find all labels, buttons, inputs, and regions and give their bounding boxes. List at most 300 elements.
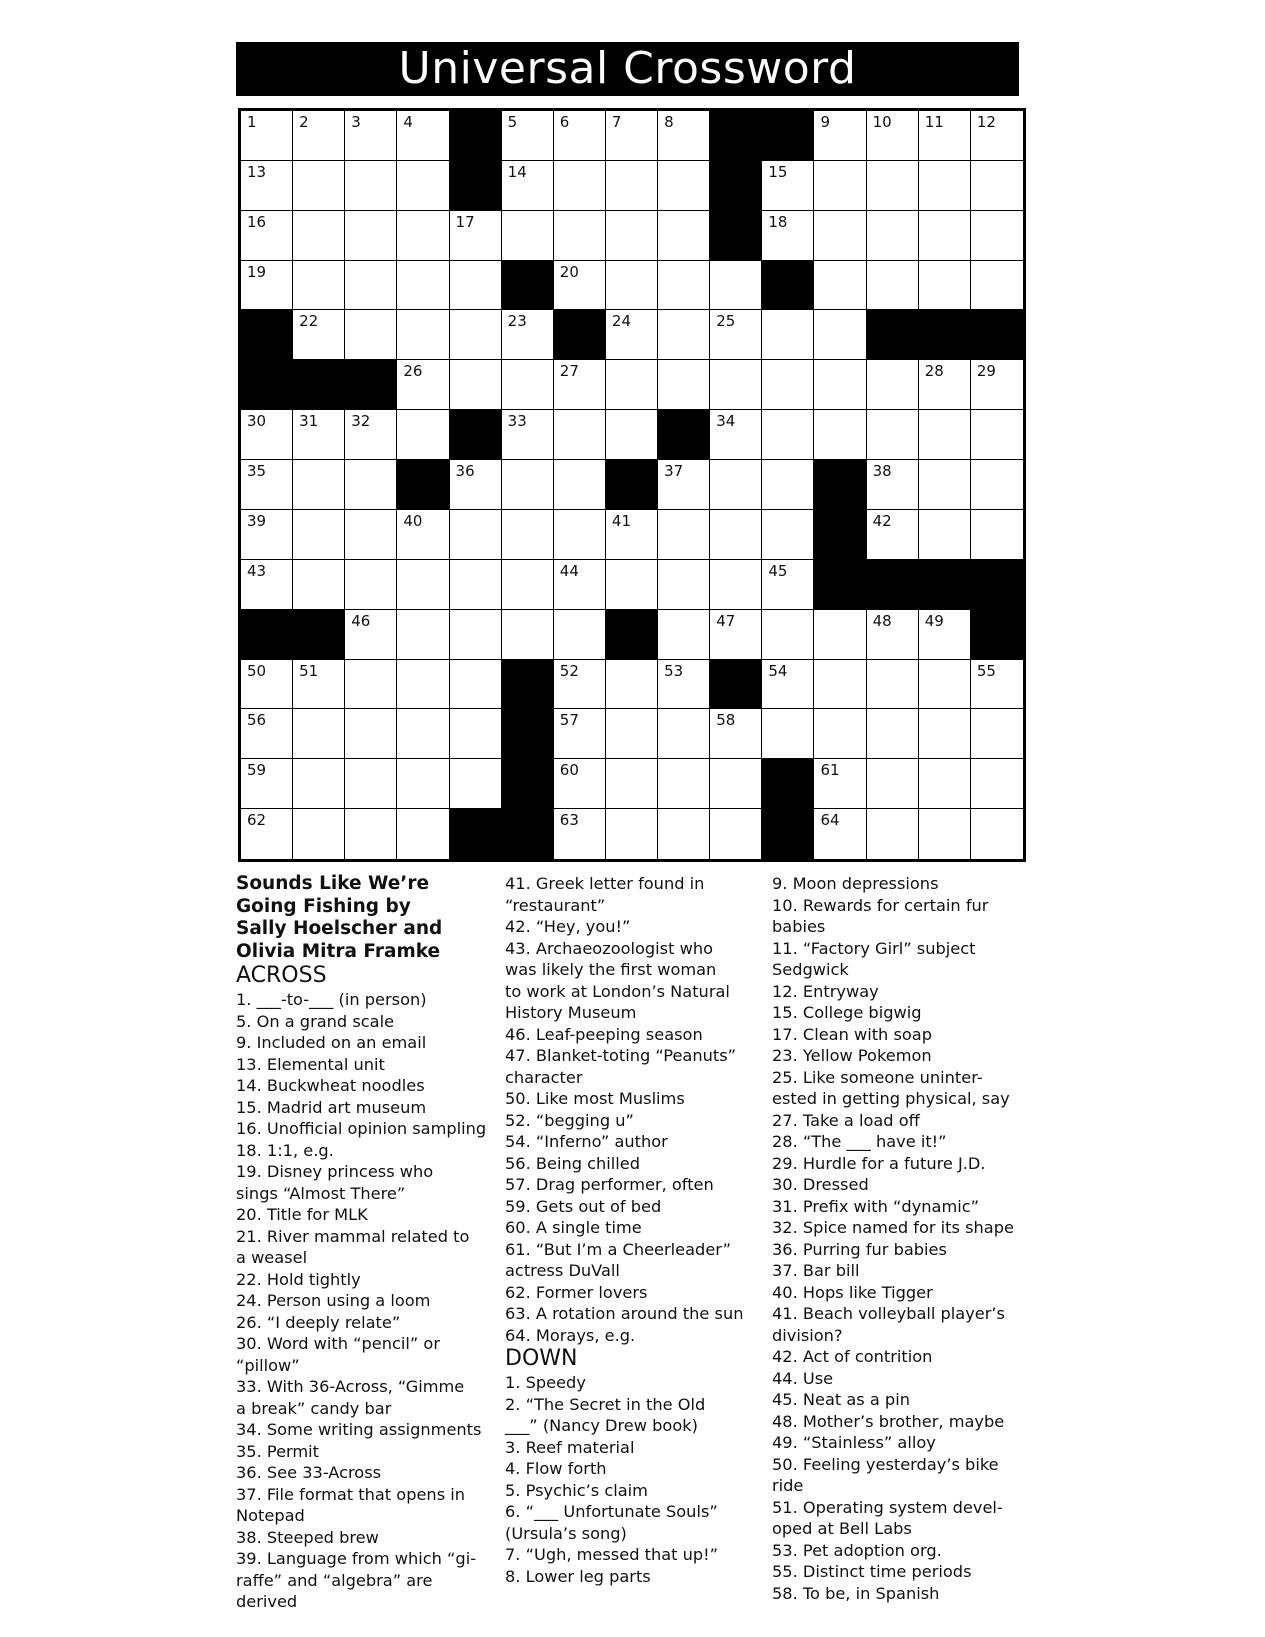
grid-cell[interactable] <box>554 161 606 211</box>
clue-number: 35 <box>247 462 267 481</box>
grid-cell[interactable] <box>919 111 971 161</box>
clue-line: 26. “I deeply relate” <box>236 1312 401 1332</box>
grid-cell[interactable] <box>345 709 397 759</box>
puzzle-title: Sounds Like We’re <box>236 873 429 894</box>
clue-number: 13 <box>247 162 267 181</box>
grid-cell[interactable] <box>450 211 502 261</box>
grid-cell[interactable] <box>814 310 866 360</box>
grid-cell[interactable] <box>241 809 293 859</box>
clue-number: 38 <box>872 462 892 481</box>
grid-cell[interactable] <box>345 261 397 311</box>
grid-cell[interactable] <box>293 560 345 610</box>
grid-cell[interactable] <box>971 660 1023 710</box>
grid-cell[interactable] <box>450 460 502 510</box>
grid-cell[interactable] <box>397 211 449 261</box>
clue-number: 33 <box>507 412 527 431</box>
grid-cell[interactable] <box>867 211 919 261</box>
clue-number: 41 <box>611 511 632 530</box>
grid-cell[interactable] <box>814 211 866 261</box>
block-cell <box>397 460 449 510</box>
grid-cell[interactable] <box>345 610 397 660</box>
grid-cell[interactable] <box>919 660 971 710</box>
grid-cell[interactable] <box>710 360 762 410</box>
clue-line: 30. Word with “pencil” or <box>236 1334 440 1353</box>
grid-cell[interactable] <box>710 410 762 460</box>
grid-cell[interactable] <box>397 709 449 759</box>
clue-line: 64. Morays, e.g. <box>505 1325 636 1345</box>
grid-cell[interactable] <box>450 360 502 410</box>
clue-number: 28 <box>924 362 944 381</box>
grid-cell[interactable] <box>971 709 1023 759</box>
grid-cell[interactable] <box>502 360 554 410</box>
grid-cell[interactable] <box>502 510 554 560</box>
grid-cell[interactable] <box>710 510 762 560</box>
clue-line: sings “Almost There” <box>236 1183 406 1203</box>
grid-cell[interactable] <box>554 610 606 660</box>
grid-cell[interactable] <box>762 410 814 460</box>
grid-cell[interactable] <box>814 809 866 859</box>
grid-cell[interactable] <box>241 460 293 510</box>
clue-number: 47 <box>716 611 736 630</box>
clue-number: 24 <box>611 312 632 331</box>
clue-number: 1 <box>247 113 257 131</box>
grid-cell[interactable] <box>867 460 919 510</box>
grid-cell[interactable] <box>971 809 1023 859</box>
grid-cell[interactable] <box>867 759 919 809</box>
grid-cell[interactable] <box>762 310 814 360</box>
grid-cell[interactable] <box>867 111 919 161</box>
grid-cell[interactable] <box>814 261 866 311</box>
clue-line: 49. “Stainless” alloy <box>772 1433 936 1452</box>
clue-number: 6 <box>559 113 570 131</box>
block-cell <box>241 360 293 410</box>
clue-line: 12. Entryway <box>772 981 879 1001</box>
grid-cell[interactable] <box>397 161 449 211</box>
clue-line: 2. “The Secret in the Old <box>505 1394 706 1414</box>
block-cell <box>867 310 919 360</box>
grid-cell[interactable] <box>502 560 554 610</box>
clue-number: 12 <box>976 113 996 131</box>
grid-cell[interactable] <box>919 161 971 211</box>
clue-line: 63. A rotation around the sun <box>505 1304 744 1323</box>
grid-cell[interactable] <box>397 310 449 360</box>
grid-cell[interactable] <box>502 111 554 161</box>
grid-cell[interactable] <box>814 111 866 161</box>
clue-line: was likely the first woman <box>505 960 717 979</box>
grid-cell[interactable] <box>710 261 762 311</box>
block-cell <box>450 111 502 161</box>
grid-cell[interactable] <box>867 360 919 410</box>
grid-cell[interactable] <box>658 610 710 660</box>
clue-number: 11 <box>924 113 944 131</box>
grid-cell[interactable] <box>345 560 397 610</box>
grid-cell[interactable] <box>867 510 919 560</box>
clue-line: 25. Like someone uninter- <box>772 1067 983 1087</box>
grid-cell[interactable] <box>710 460 762 510</box>
grid-cell[interactable] <box>502 161 554 211</box>
grid-cell[interactable] <box>658 660 710 710</box>
clue-line: babies <box>772 917 826 936</box>
grid-cell[interactable] <box>919 809 971 859</box>
clue-number: 25 <box>716 312 736 331</box>
grid-cell[interactable] <box>293 111 345 161</box>
clue-line: 51. Operating system devel- <box>772 1497 1003 1517</box>
block-cell <box>450 809 502 859</box>
grid-cell[interactable] <box>762 709 814 759</box>
clue-line: 18. 1:1, e.g. <box>236 1140 334 1160</box>
clue-line: 34. Some writing assignments <box>236 1420 482 1439</box>
grid-cell[interactable] <box>397 809 449 859</box>
clue-line: division? <box>772 1325 843 1345</box>
grid-cell[interactable] <box>345 759 397 809</box>
grid-cell[interactable] <box>919 410 971 460</box>
grid-cell[interactable] <box>867 610 919 660</box>
clue-line: 15. Madrid art museum <box>236 1097 427 1117</box>
grid-cell[interactable] <box>450 261 502 311</box>
grid-cell[interactable] <box>241 709 293 759</box>
grid-cell[interactable] <box>502 310 554 360</box>
grid-cell[interactable] <box>345 161 397 211</box>
grid-cell[interactable] <box>814 709 866 759</box>
clue-line: 61. “But I’m a Cheerleader” <box>505 1239 732 1259</box>
grid-cell[interactable] <box>345 660 397 710</box>
clue-line: 59. Gets out of bed <box>505 1196 662 1216</box>
clue-line: 3. Reef material <box>505 1437 635 1457</box>
grid-cell[interactable] <box>971 161 1023 211</box>
grid-cell[interactable] <box>867 660 919 710</box>
clue-number: 3 <box>351 113 361 131</box>
clue-number: 50 <box>247 661 267 680</box>
grid-cell[interactable] <box>971 261 1023 311</box>
grid-cell[interactable] <box>345 460 397 510</box>
grid-cell[interactable] <box>293 660 345 710</box>
grid-cell[interactable] <box>606 759 658 809</box>
grid-cell[interactable] <box>554 211 606 261</box>
grid-cell[interactable] <box>710 560 762 610</box>
grid-cell[interactable] <box>241 211 293 261</box>
clue-number: 16 <box>247 212 267 231</box>
grid-cell[interactable] <box>293 809 345 859</box>
grid-cell[interactable] <box>658 759 710 809</box>
grid-cell[interactable] <box>867 809 919 859</box>
clue-number: 39 <box>247 511 267 530</box>
grid-cell[interactable] <box>606 261 658 311</box>
grid-cell[interactable] <box>450 759 502 809</box>
clue-number: 64 <box>820 811 840 830</box>
clue-number: 32 <box>351 412 371 431</box>
block-cell <box>710 660 762 710</box>
grid-cell[interactable] <box>397 510 449 560</box>
grid-cell[interactable] <box>397 759 449 809</box>
block-cell <box>867 560 919 610</box>
clue-line: 7. “Ugh, messed that up!” <box>505 1545 719 1564</box>
clue-line: 52. “begging u” <box>505 1110 634 1130</box>
grid-cell[interactable] <box>397 660 449 710</box>
grid-cell[interactable] <box>971 460 1023 510</box>
block-cell <box>293 360 345 410</box>
crossword-grid <box>238 108 1026 862</box>
grid-cell[interactable] <box>241 111 293 161</box>
grid-cell[interactable] <box>762 610 814 660</box>
clue-line: 16. Unofficial opinion sampling <box>236 1119 487 1138</box>
grid-cell[interactable] <box>293 261 345 311</box>
grid-cell[interactable] <box>814 161 866 211</box>
grid-cell[interactable] <box>554 410 606 460</box>
clue-line: 24. Person using a loom <box>236 1291 431 1310</box>
grid-cell[interactable] <box>762 211 814 261</box>
grid-cell[interactable] <box>606 660 658 710</box>
grid-cell[interactable] <box>397 111 449 161</box>
grid-cell[interactable] <box>710 709 762 759</box>
grid-cell[interactable] <box>710 809 762 859</box>
clue-number: 19 <box>247 262 267 281</box>
grid-cell[interactable] <box>554 709 606 759</box>
clue-number: 55 <box>976 661 996 680</box>
grid-cell[interactable] <box>293 310 345 360</box>
grid-cell[interactable] <box>502 410 554 460</box>
grid-cell[interactable] <box>241 660 293 710</box>
clue-line: 35. Permit <box>236 1441 320 1461</box>
clue-line: 36. See 33-Across <box>236 1463 382 1482</box>
grid-cell[interactable] <box>241 410 293 460</box>
clue-number: 48 <box>872 611 892 630</box>
grid-cell[interactable] <box>710 610 762 660</box>
clue-line: 15. College bigwig <box>772 1003 922 1022</box>
clue-line: 17. Clean with soap <box>772 1024 932 1044</box>
clue-number: 46 <box>351 611 371 630</box>
clue-line: 4. Flow forth <box>505 1459 607 1478</box>
clue-column-3 <box>772 873 1032 1604</box>
grid-cell[interactable] <box>658 161 710 211</box>
grid-cell[interactable] <box>606 410 658 460</box>
grid-cell[interactable] <box>606 211 658 261</box>
grid-cell[interactable] <box>554 360 606 410</box>
grid-cell[interactable] <box>554 660 606 710</box>
grid-cell[interactable] <box>241 759 293 809</box>
grid-cell[interactable] <box>345 211 397 261</box>
grid-cell[interactable] <box>293 410 345 460</box>
grid-cell[interactable] <box>397 560 449 610</box>
grid-cell[interactable] <box>919 360 971 410</box>
block-cell <box>658 410 710 460</box>
grid-cell[interactable] <box>554 111 606 161</box>
grid-cell[interactable] <box>345 510 397 560</box>
grid-cell[interactable] <box>658 111 710 161</box>
grid-cell[interactable] <box>293 510 345 560</box>
grid-cell[interactable] <box>971 360 1023 410</box>
grid-cell[interactable] <box>345 410 397 460</box>
grid-cell[interactable] <box>658 560 710 610</box>
clue-line: 8. Lower leg parts <box>505 1566 651 1586</box>
clue-number: 45 <box>768 561 788 580</box>
block-cell <box>502 261 554 311</box>
grid-cell[interactable] <box>762 560 814 610</box>
clue-line: 46. Leaf-peeping season <box>505 1024 703 1044</box>
block-cell <box>919 310 971 360</box>
grid-cell[interactable] <box>606 560 658 610</box>
clue-line: 45. Neat as a pin <box>772 1390 910 1409</box>
grid-cell[interactable] <box>293 759 345 809</box>
grid-cell[interactable] <box>919 510 971 560</box>
grid-cell[interactable] <box>606 709 658 759</box>
clue-line: 39. Language from which “gi- <box>236 1549 477 1568</box>
grid-cell[interactable] <box>606 360 658 410</box>
clue-line: 41. Greek letter found in <box>505 874 705 893</box>
grid-cell[interactable] <box>762 510 814 560</box>
block-cell <box>450 410 502 460</box>
grid-cell[interactable] <box>919 709 971 759</box>
grid-cell[interactable] <box>293 709 345 759</box>
clue-number: 2 <box>299 113 309 131</box>
grid-cell[interactable] <box>450 560 502 610</box>
clue-line: 5. On a grand scale <box>236 1011 395 1031</box>
grid-cell[interactable] <box>919 759 971 809</box>
clue-line: a weasel <box>236 1248 308 1267</box>
grid-cell[interactable] <box>606 310 658 360</box>
grid-cell[interactable] <box>658 809 710 859</box>
clue-number: 15 <box>768 162 788 181</box>
clue-line: (Ursula’s song) <box>505 1523 627 1543</box>
grid-cell[interactable] <box>554 809 606 859</box>
clue-line: 62. Former lovers <box>505 1282 648 1302</box>
block-cell <box>241 310 293 360</box>
grid-cell[interactable] <box>658 310 710 360</box>
clue-line: 48. Mother’s brother, maybe <box>772 1411 1005 1431</box>
clue-line: 40. Hops like Tigger <box>772 1282 933 1302</box>
grid-cell[interactable] <box>971 510 1023 560</box>
clue-line: 1. ___-to-___ (in person) <box>236 990 427 1009</box>
grid-cell[interactable] <box>450 709 502 759</box>
clue-line: 42. “Hey, you!” <box>505 917 631 936</box>
clue-line: actress DuVall <box>505 1261 620 1280</box>
grid-cell[interactable] <box>658 510 710 560</box>
block-cell <box>293 610 345 660</box>
grid-cell[interactable] <box>814 660 866 710</box>
grid-cell[interactable] <box>345 809 397 859</box>
grid-cell[interactable] <box>554 510 606 560</box>
grid-cell[interactable] <box>345 310 397 360</box>
grid-cell[interactable] <box>450 660 502 710</box>
grid-cell[interactable] <box>658 460 710 510</box>
grid-cell[interactable] <box>814 610 866 660</box>
grid-cell[interactable] <box>554 759 606 809</box>
grid-cell[interactable] <box>762 161 814 211</box>
grid-cell[interactable] <box>658 360 710 410</box>
clue-line: 50. Feeling yesterday’s bike ride <box>772 1454 999 1495</box>
clue-line: 22. Hold tightly <box>236 1269 361 1289</box>
grid-cell[interactable] <box>606 111 658 161</box>
clue-number: 51 <box>299 661 319 680</box>
grid-cell[interactable] <box>502 211 554 261</box>
block-cell <box>606 460 658 510</box>
grid-cell[interactable] <box>293 161 345 211</box>
grid-cell[interactable] <box>658 709 710 759</box>
grid-cell[interactable] <box>293 211 345 261</box>
clue-number: 30 <box>247 412 267 431</box>
clue-number: 17 <box>455 212 475 231</box>
grid-cell[interactable] <box>293 460 345 510</box>
clue-line: 1. Speedy <box>505 1373 586 1392</box>
grid-cell[interactable] <box>971 111 1023 161</box>
grid-cell[interactable] <box>867 410 919 460</box>
clue-number: 9 <box>820 113 830 131</box>
grid-cell[interactable] <box>502 610 554 660</box>
clue-number: 40 <box>403 511 423 530</box>
clue-number: 10 <box>872 113 892 131</box>
grid-cell[interactable] <box>450 610 502 660</box>
grid-cell[interactable] <box>710 310 762 360</box>
grid-cell[interactable] <box>450 310 502 360</box>
clue-line: Notepad <box>236 1506 305 1525</box>
grid-cell[interactable] <box>241 510 293 560</box>
grid-cell[interactable] <box>971 410 1023 460</box>
clue-line: ested in getting physical, say <box>772 1089 1010 1108</box>
clue-number: 53 <box>664 661 684 680</box>
clue-line: 28. “The ___ have it!” <box>772 1132 947 1151</box>
grid-cell[interactable] <box>971 211 1023 261</box>
grid-cell[interactable] <box>241 560 293 610</box>
grid-cell[interactable] <box>554 261 606 311</box>
grid-cell[interactable] <box>606 809 658 859</box>
grid-cell[interactable] <box>814 360 866 410</box>
clue-line: 6. “___ Unfortunate Souls” <box>505 1502 718 1521</box>
grid-cell[interactable] <box>450 510 502 560</box>
clue-number: 7 <box>611 113 622 131</box>
grid-cell[interactable] <box>241 261 293 311</box>
grid-cell[interactable] <box>919 261 971 311</box>
grid-cell[interactable] <box>762 460 814 510</box>
grid-cell[interactable] <box>658 211 710 261</box>
grid-cell[interactable] <box>397 261 449 311</box>
grid-cell[interactable] <box>397 610 449 660</box>
clue-line: 60. A single time <box>505 1218 642 1237</box>
clue-number: 36 <box>455 462 475 481</box>
grid-cell[interactable] <box>502 460 554 510</box>
grid-cell[interactable] <box>606 161 658 211</box>
clue-line: 50. Like most Muslims <box>505 1089 685 1108</box>
clue-line: 37. File format that opens in <box>236 1484 466 1504</box>
grid-cell[interactable] <box>919 211 971 261</box>
grid-cell[interactable] <box>762 660 814 710</box>
grid-cell[interactable] <box>762 360 814 410</box>
clue-number: 14 <box>507 162 527 181</box>
grid-cell[interactable] <box>710 759 762 809</box>
grid-cell[interactable] <box>919 460 971 510</box>
grid-cell[interactable] <box>867 261 919 311</box>
grid-cell[interactable] <box>971 759 1023 809</box>
clue-line: 41. Beach volleyball player’s <box>772 1304 1005 1323</box>
grid-cell[interactable] <box>397 410 449 460</box>
block-cell <box>710 161 762 211</box>
clue-line: 27. Take a load off <box>772 1110 920 1130</box>
clue-line: 42. Act of contrition <box>772 1347 933 1366</box>
grid-cell[interactable] <box>397 360 449 410</box>
grid-cell[interactable] <box>867 161 919 211</box>
grid-cell[interactable] <box>814 410 866 460</box>
grid-cell[interactable] <box>814 759 866 809</box>
block-cell <box>241 610 293 660</box>
grid-cell[interactable] <box>554 460 606 510</box>
grid-cell[interactable] <box>606 510 658 560</box>
grid-cell[interactable] <box>345 111 397 161</box>
grid-cell[interactable] <box>658 261 710 311</box>
grid-cell[interactable] <box>867 709 919 759</box>
grid-cell[interactable] <box>554 560 606 610</box>
block-cell <box>814 560 866 610</box>
grid-cell[interactable] <box>919 610 971 660</box>
clue-line: 33. With 36-Across, “Gimme <box>236 1377 465 1396</box>
grid-cell[interactable] <box>241 161 293 211</box>
